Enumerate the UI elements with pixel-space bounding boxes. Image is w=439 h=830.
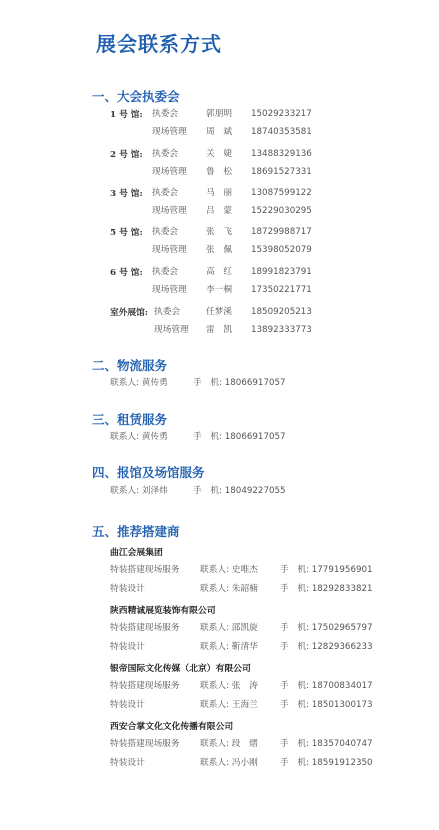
role: 现场管理: [152, 285, 187, 295]
hall-label: 1 号 馆:: [110, 110, 143, 120]
company-name: 陕西精诚展览装饰有限公司: [110, 606, 216, 616]
phone-number: 17350221771: [251, 285, 312, 295]
contact-name: 联系人: 史唯杰: [200, 565, 258, 575]
phone-number: 13087599122: [251, 188, 312, 198]
contact-name: 张 飞: [206, 227, 233, 237]
contact-name: 联系人: 靳清华: [200, 642, 258, 652]
phone-number: 手 机: 18066917057: [193, 432, 286, 442]
contact-name: 关 婕: [206, 149, 233, 159]
role: 执委会: [152, 227, 179, 237]
role: 执委会: [152, 149, 179, 159]
company-name: 西安合掌文化文化传播有限公司: [110, 722, 234, 732]
phone-number: 手 机: 18357040747: [280, 739, 373, 749]
phone-number: 手 机: 18501300173: [280, 700, 373, 710]
hall-label: 室外展馆:: [110, 308, 148, 318]
contact-name: 张 佩: [206, 245, 233, 255]
contact-name: 马 丽: [206, 188, 233, 198]
phone-number: 手 机: 12829366233: [280, 642, 373, 652]
phone-number: 13488329136: [251, 149, 312, 159]
contact-name: 雷 凯: [206, 325, 233, 335]
role: 现场管理: [152, 245, 187, 255]
phone-number: 手 机: 18292833821: [280, 584, 373, 594]
section-heading-builders: 五、推荐搭建商: [92, 524, 180, 539]
section-heading-committee: 一、大会执委会: [92, 89, 180, 104]
hall-label: 3 号 馆:: [110, 189, 143, 199]
contact-name: 联系人: 段 熠: [200, 739, 258, 749]
contact-name: 郭朋明: [206, 109, 233, 119]
company-name: 银帝国际文化传媒（北京）有限公司: [110, 664, 251, 674]
phone-number: 手 机: 18591912350: [280, 758, 373, 768]
phone-number: 手 机: 17791956901: [280, 565, 373, 575]
contact-name: 联系人: 邵凯旋: [200, 623, 258, 633]
company-name: 曲江会展集团: [110, 548, 163, 558]
role: 特装设计: [110, 584, 145, 594]
role: 特装搭建现场服务: [110, 739, 180, 749]
role: 特装设计: [110, 700, 145, 710]
role: 特装设计: [110, 642, 145, 652]
role: 特装搭建现场服务: [110, 681, 180, 691]
contact-name: 联系人: 张 涛: [200, 681, 258, 691]
contact-name: 吕 蒙: [206, 206, 233, 216]
phone-number: 手 机: 18049227055: [193, 486, 286, 496]
role: 现场管理: [152, 127, 187, 137]
contact-name: 高 红: [206, 267, 233, 277]
contact-name: 联系人: 刘泽炜: [110, 486, 168, 496]
role: 特装搭建现场服务: [110, 565, 180, 575]
contact-name: 联系人: 黄传勇: [110, 378, 168, 388]
phone-number: 18729988717: [251, 227, 312, 237]
contact-name: 鲁 松: [206, 167, 233, 177]
phone-number: 15229030295: [251, 206, 312, 216]
contact-name: 联系人: 王海兰: [200, 700, 258, 710]
phone-number: 手 机: 18700834017: [280, 681, 373, 691]
section-heading-logistics: 二、物流服务: [92, 358, 168, 373]
role: 特装搭建现场服务: [110, 623, 180, 633]
page-title: 展会联系方式: [96, 32, 222, 56]
contact-name: 李一桐: [206, 285, 233, 295]
phone-number: 15398052079: [251, 245, 312, 255]
phone-number: 18740353581: [251, 127, 312, 137]
contact-name: 联系人: 黄传勇: [110, 432, 168, 442]
role: 特装设计: [110, 758, 145, 768]
role: 现场管理: [154, 325, 189, 335]
phone-number: 手 机: 17502965797: [280, 623, 373, 633]
section-heading-rental: 三、租赁服务: [92, 412, 168, 427]
contact-name: 周 斌: [206, 127, 233, 137]
phone-number: 18991823791: [251, 267, 312, 277]
role: 执委会: [152, 188, 179, 198]
contact-name: 联系人: 朱韶楠: [200, 584, 258, 594]
contact-name: 联系人: 冯小刚: [200, 758, 258, 768]
phone-number: 18509205213: [251, 307, 312, 317]
hall-label: 5 号 馆:: [110, 228, 143, 238]
section-heading-venue: 四、报馆及场馆服务: [92, 465, 205, 480]
phone-number: 13892333773: [251, 325, 312, 335]
role: 执委会: [152, 267, 179, 277]
role: 执委会: [154, 307, 181, 317]
hall-label: 6 号 馆:: [110, 268, 143, 278]
hall-label: 2 号 馆:: [110, 150, 143, 160]
role: 执委会: [152, 109, 179, 119]
contact-name: 任梦溪: [206, 307, 233, 317]
role: 现场管理: [152, 206, 187, 216]
phone-number: 15029233217: [251, 109, 312, 119]
phone-number: 手 机: 18066917057: [193, 378, 286, 388]
role: 现场管理: [152, 167, 187, 177]
phone-number: 18691527331: [251, 167, 312, 177]
